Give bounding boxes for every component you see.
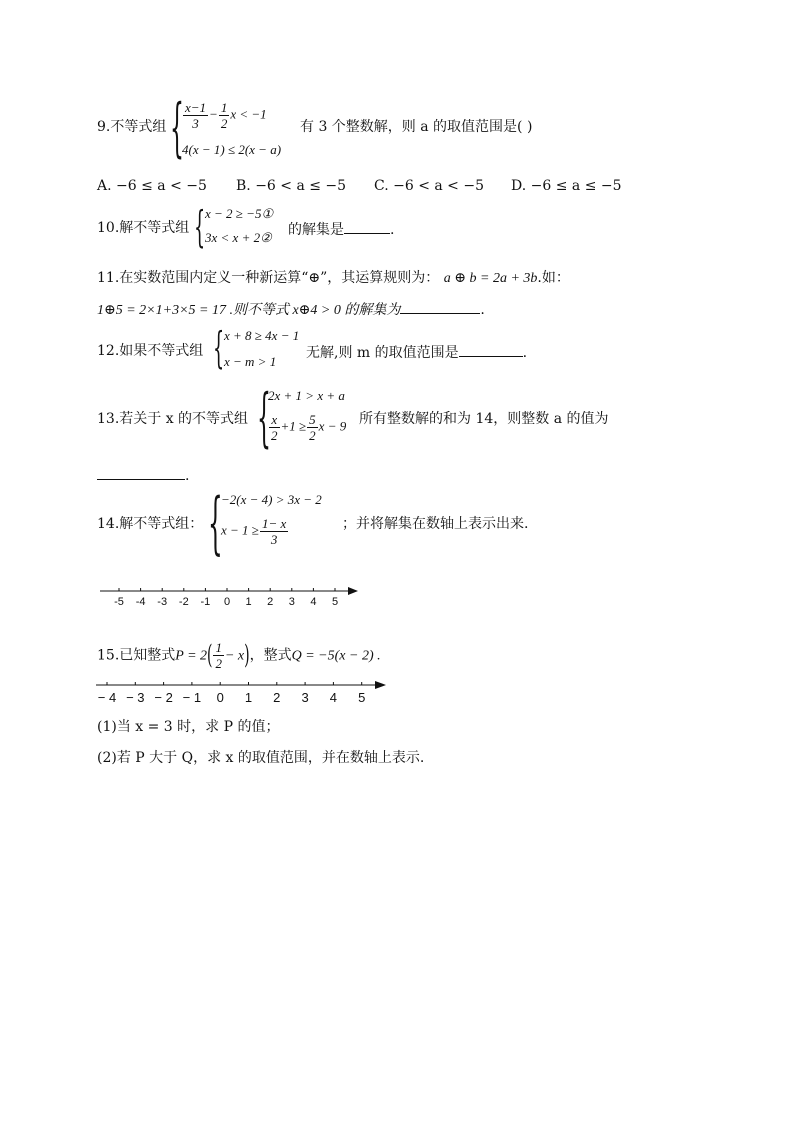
q10-prefix: 10.解不等式组 [97, 220, 190, 236]
q10-answer-blank[interactable] [344, 219, 390, 234]
q15-axis-tick-label: 0 [216, 690, 224, 705]
q10-suffix: 的解集是 [288, 222, 344, 238]
q13-frac2-den: 2 [309, 428, 316, 443]
q13-answer-line [97, 465, 189, 485]
q13-eq2-tail: x − 9 [318, 418, 347, 434]
q14-axis-tick-label: -3 [157, 596, 168, 608]
q15-axis-tick-label: 4 [329, 690, 338, 705]
q15-q-expr: Q = −5(x − 2) . [291, 648, 381, 664]
q11-intro: 11.在实数范围内定义一种新运算“⊕”，其运算规则为： [97, 270, 440, 286]
q15-axis-arrow [375, 681, 386, 689]
q10-eq1: x − 2 ≥ −5① [205, 206, 274, 221]
q13-suffix: 所有整数解的和为 14，则整数 a 的值为 [359, 411, 609, 427]
q15-mid: ，整式 [249, 647, 292, 664]
q11-line2 [97, 299, 485, 320]
q15-axis-tick-label: 3 [301, 690, 309, 705]
q14-axis-tick-label: 5 [331, 596, 339, 608]
q11-line1-end: .如： [537, 270, 570, 286]
q9-option-d: D. −6 ≤ a ≤ −5 [511, 178, 622, 194]
q9-option-c: C. −6 < a < −5 [374, 178, 484, 194]
q9-eq2: 4(x − 1) ≤ 2(x − a) [182, 142, 282, 157]
q13-end: . [185, 468, 190, 484]
q12-answer-line [306, 342, 527, 362]
q12-end: . [522, 345, 528, 361]
q9-minus: − [209, 106, 218, 122]
q9-frac2-num: 1 [220, 100, 228, 115]
q9-suffix: 有 3 个整数解，则 a 的取值范围是( ) [300, 119, 533, 135]
q15-p-tail: − x [224, 648, 245, 664]
q14-axis-tick-label: -4 [135, 596, 146, 608]
q15-p-frac-num: 1 [215, 640, 222, 655]
q12-prefix: 12.如果不等式组 [97, 343, 204, 359]
q14-axis-tick-label: -5 [114, 596, 124, 608]
q13-brace: { [257, 381, 271, 455]
q13-eq1: 2x + 1 > x + a [268, 388, 345, 403]
q11-end: . [480, 302, 485, 318]
q12-answer-blank[interactable] [459, 342, 523, 357]
q9-eq1-tail: x < −1 [230, 106, 267, 122]
q9-frac1-num: x−1 [185, 100, 207, 115]
q10-answer-line [288, 219, 394, 239]
q15-axis-tick-label: − 1 [182, 690, 202, 705]
q9-frac1-den: 3 [192, 116, 199, 131]
q13-frac1-den: 2 [271, 428, 278, 443]
q15-part2: (2)若 P 大于 Q，求 x 的取值范围，并在数轴上表示. [97, 750, 425, 766]
q12-eq1: x + 8 ≥ 4x − 1 [224, 328, 300, 343]
q14-axis-tick-label: 3 [288, 596, 295, 608]
q15-axis-tick-label: − 3 [126, 690, 145, 705]
q15-axis-tick-label: 2 [273, 690, 281, 705]
q11-rule: a ⊕ b = 2a + 3b [443, 271, 538, 286]
q9-brace: { [170, 91, 184, 165]
q15-p-frac-den: 2 [215, 656, 222, 671]
q9-frac2-den: 2 [220, 116, 228, 131]
q9-option-a: A. −6 ≤ a < −5 [97, 178, 207, 194]
q13-answer-blank[interactable] [97, 465, 185, 480]
q15-axis-tick-label: − 2 [154, 690, 173, 705]
q14-eq1: −2(x − 4) > 3x − 2 [221, 492, 322, 507]
q12-brace: { [213, 321, 225, 374]
q15-right-paren: ) [244, 640, 250, 671]
q14-frac-den: 3 [270, 532, 278, 547]
q14-prefix: 14.解不等式组： [97, 516, 204, 532]
q15-part1: (1)当 x = 3 时，求 P 的值； [97, 719, 280, 735]
q10-eq2: 3x < x + 2② [205, 230, 272, 245]
q14-axis-tick-label: 2 [267, 596, 274, 608]
q15-p-pre: P = 2 [175, 648, 208, 664]
q11-answer-blank[interactable] [400, 299, 480, 314]
q14-axis-arrow [348, 587, 358, 595]
q14-frac-num: 1− x [261, 516, 287, 531]
q15-left-paren: ( [207, 640, 213, 671]
q14-eq2-pre: x − 1 ≥ [221, 522, 259, 538]
q14-axis-tick-label: 0 [223, 596, 231, 608]
q15-prefix: 15.已知整式 [97, 647, 176, 664]
q15-axis-tick-label: 1 [244, 690, 253, 705]
q14-number-line[interactable] [96, 583, 366, 611]
q14-axis-tick-label: 4 [310, 596, 317, 608]
q14-axis-tick-label: -1 [200, 596, 211, 608]
q15-axis-tick-label: 5 [358, 690, 366, 705]
q14-suffix: ；并将解集在数轴上表示出来. [342, 516, 529, 532]
q14-axis-tick-label: 1 [245, 596, 252, 608]
q14-brace: { [208, 483, 223, 562]
q12-suffix: 无解,则 m 的取值范围是 [306, 345, 459, 361]
q13-frac1-num: x [269, 412, 280, 428]
q11-line1 [97, 269, 570, 288]
q13-eq2-mid: +1 ≥ [280, 418, 307, 434]
q14-axis-tick-label: -2 [178, 596, 189, 608]
q10-end: . [390, 222, 395, 238]
q15-number-line[interactable] [94, 677, 390, 707]
q11-example: 1⊕5 = 2×1+3×5 = 17 .则不等式 x⊕4 > 0 的解集为 [97, 303, 401, 318]
q15-stem [97, 640, 381, 671]
q10-brace: { [194, 200, 206, 253]
q13-frac2-num: 5 [309, 412, 316, 427]
q9-prefix: 9.不等式组 [97, 119, 167, 135]
q15-axis-tick-label: − 4 [97, 690, 117, 705]
q13-prefix: 13.若关于 x 的不等式组 [97, 411, 249, 427]
q9-option-b: B. −6 < a ≤ −5 [236, 178, 347, 194]
q12-eq2: x − m > 1 [224, 354, 277, 369]
